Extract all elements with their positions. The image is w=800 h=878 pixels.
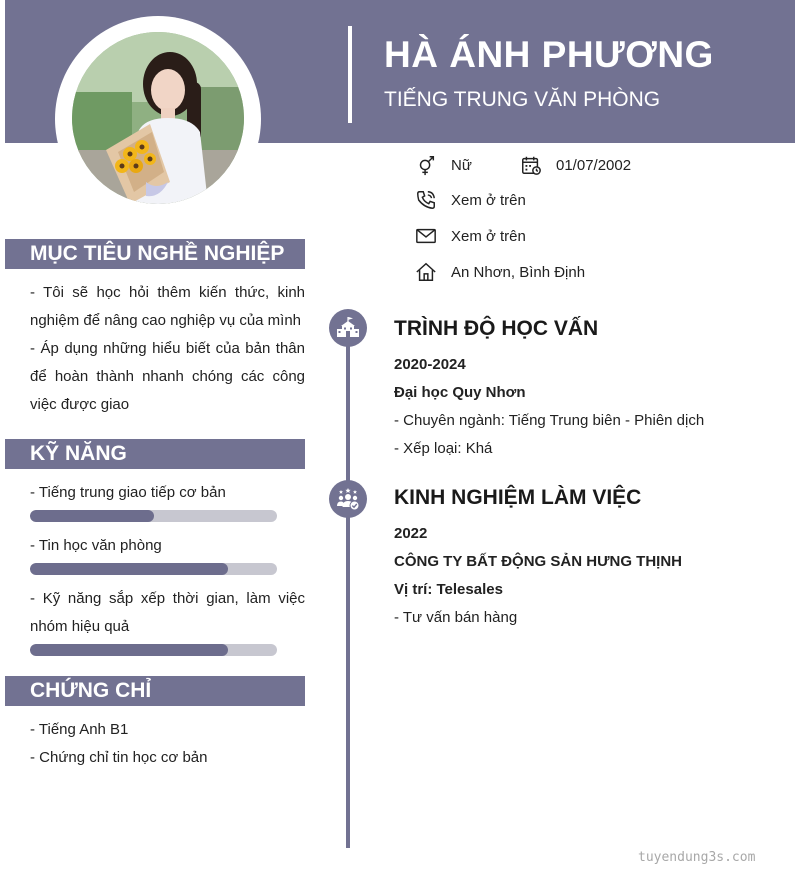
skill-bar-fill	[30, 644, 228, 656]
objective-heading: MỤC TIÊU NGHỀ NGHIỆP	[5, 239, 305, 269]
email-value: Xem ở trên	[451, 227, 526, 245]
avatar	[72, 32, 244, 204]
skill-bar-fill	[30, 510, 154, 522]
candidate-name: HÀ ÁNH PHƯƠNG	[384, 34, 714, 75]
school-icon	[336, 316, 360, 340]
experience-year: 2022	[394, 525, 428, 542]
objective-line: - Áp dụng những hiểu biết của bản thân để hoàn thành nhanh chóng các công việc được giao	[30, 340, 305, 413]
experience-marker	[329, 480, 367, 518]
team-icon	[336, 487, 360, 511]
gender-icon	[415, 154, 437, 176]
education-heading: TRÌNH ĐỘ HỌC VẤN	[394, 317, 599, 340]
phone-value: Xem ở trên	[451, 191, 526, 209]
education-marker	[329, 309, 367, 347]
calendar-icon	[520, 154, 542, 176]
skill-bar	[30, 510, 277, 522]
experience-detail: - Tư vấn bán hàng	[394, 609, 518, 626]
certificate-item: - Chứng chỉ tin học cơ bản	[30, 749, 208, 766]
watermark: tuyendung3s.com	[638, 850, 756, 865]
address-row	[415, 261, 585, 283]
skill-bar-fill	[30, 563, 228, 575]
skills-heading: KỸ NĂNG	[5, 439, 305, 469]
timeline-line	[346, 328, 350, 848]
gender-value: Nữ	[451, 156, 472, 174]
education-detail: - Chuyên ngành: Tiếng Trung biên - Phiên dịch	[394, 412, 705, 429]
header-divider	[348, 26, 352, 123]
experience-position: Vị trí: Telesales	[394, 581, 503, 598]
experience-company: CÔNG TY BẤT ĐỘNG SẢN HƯNG THỊNH	[394, 553, 683, 570]
email-row	[415, 225, 526, 247]
skill-label: - Kỹ năng sắp xếp thời gian, làm việc nhóm hiệu quả	[30, 590, 305, 635]
objective-line: - Tôi sẽ học hỏi thêm kiến thức, kinh nghiệm để nâng cao nghiệp vụ của mình	[30, 284, 305, 329]
address-value: An Nhơn, Bình Định	[451, 263, 586, 281]
experience-heading: KINH NGHIỆM LÀM VIỆC	[394, 486, 642, 509]
certificates-heading: CHỨNG CHỈ	[5, 676, 305, 706]
birthdate-row	[520, 154, 631, 176]
education-school: Đại học Quy Nhơn	[394, 384, 526, 401]
certificate-item: - Tiếng Anh B1	[30, 721, 129, 738]
education-detail: - Xếp loại: Khá	[394, 440, 493, 457]
mail-icon	[415, 225, 437, 247]
home-icon	[415, 261, 437, 283]
avatar-illustration	[72, 32, 244, 204]
skill-label: - Tin học văn phòng	[30, 537, 162, 554]
gender-row	[415, 154, 472, 176]
skill-label: - Tiếng trung giao tiếp cơ bản	[30, 484, 226, 501]
education-period: 2020-2024	[394, 356, 466, 373]
phone-row	[415, 189, 526, 211]
skill-bar	[30, 563, 277, 575]
phone-icon	[415, 189, 437, 211]
job-title: TIẾNG TRUNG VĂN PHÒNG	[384, 88, 661, 111]
skill-bar	[30, 644, 277, 656]
birthdate-value: 01/07/2002	[556, 156, 632, 174]
